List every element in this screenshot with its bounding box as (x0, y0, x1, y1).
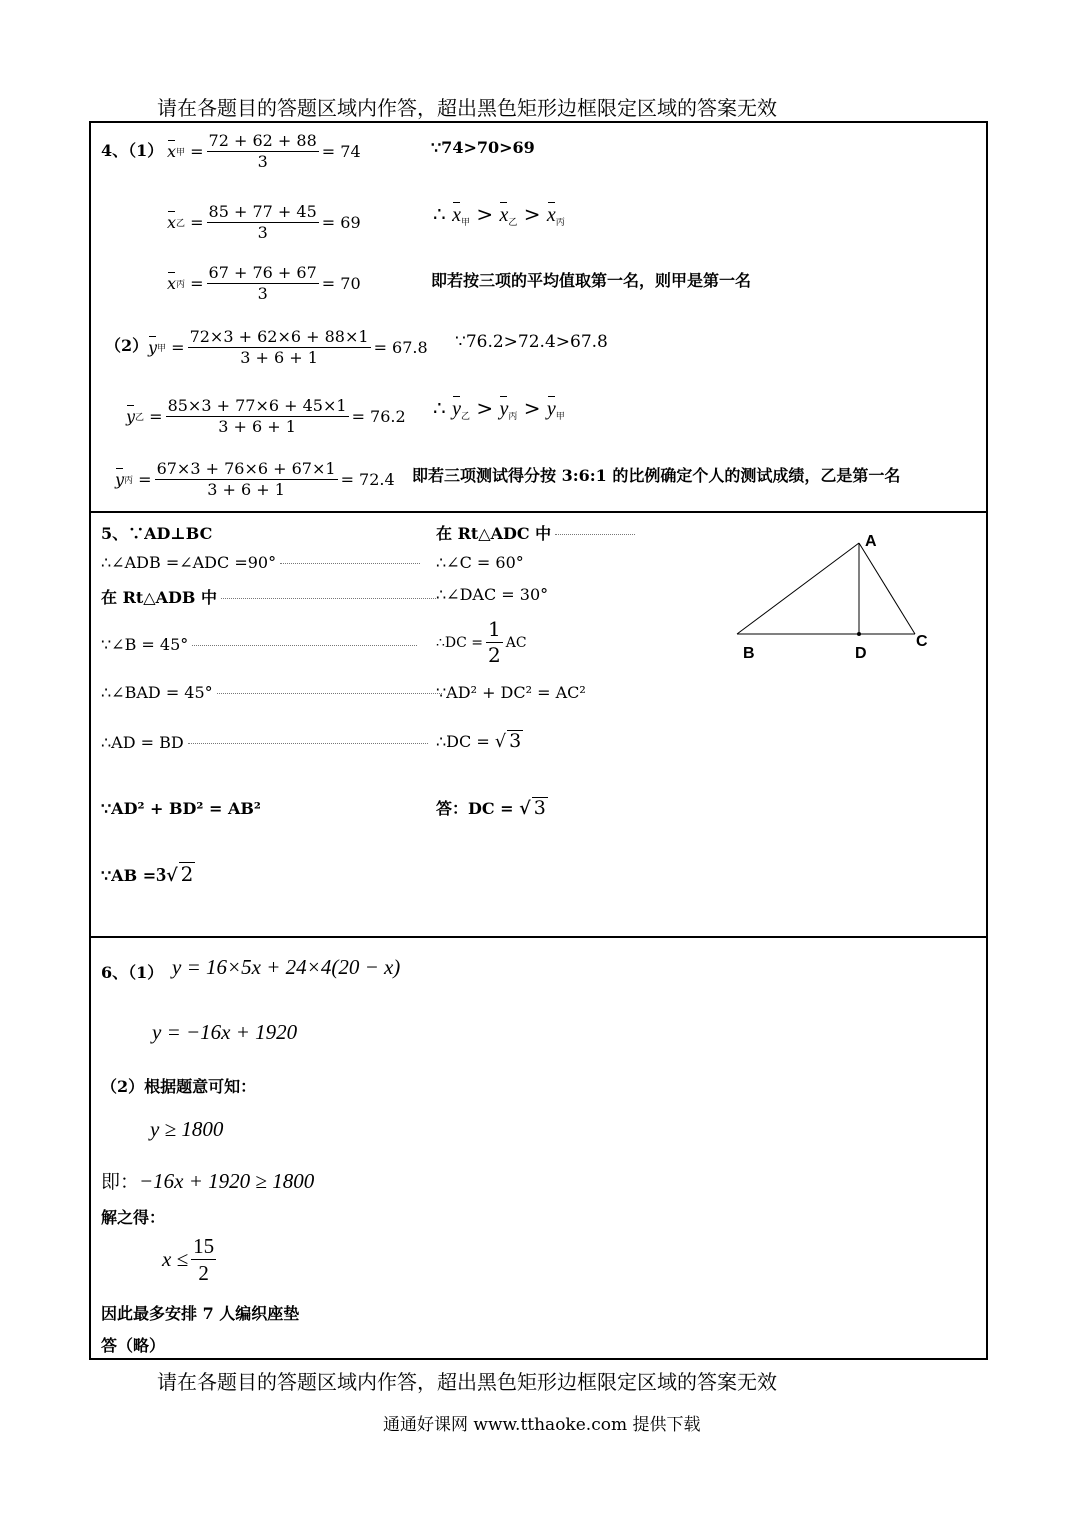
q5-line-6: ∴AD = BD (101, 733, 428, 752)
q4-conclusion-1: 即若按三项的平均值取第一名，则甲是第一名 (431, 271, 752, 290)
q6-label-part2: （2）根据题意可知： (101, 1077, 257, 1096)
q5-right-2: ∴∠C = 60° (436, 553, 524, 572)
triangle-figure (725, 528, 945, 668)
q4-compare-weighted: ∵76.2>72.4>67.8 (455, 332, 608, 352)
label-c: C (916, 633, 928, 650)
q4-weighted-bing: y 丙 = $\frac{67\times 3 + 76\times 6 + 67\times 1}{3 + 6 + 1}$ = 72.4 (115, 459, 395, 500)
q5-right-1: 在 Rt△ADC 中 (436, 521, 635, 544)
segment-ab (737, 543, 859, 634)
q5-right-5: ∵AD² + DC² = AC² (436, 683, 586, 702)
label-a: A (865, 533, 877, 550)
q6-answer-inequality: x ≤ $\frac{15}{2}$ (162, 1234, 215, 1286)
q5-answer: 答：DC = √ 3 (436, 797, 546, 819)
q4-order-weighted: ∴ $y_乙 > y_丙 > y_甲$ (433, 396, 565, 422)
label-b: B (743, 645, 755, 662)
q4-order-means: ∴ $x_甲 > x_乙 > x_丙$ (433, 202, 565, 228)
footer-source: 通通好课网 www.tthaoke.com 提供下载 (383, 1415, 701, 1435)
q5-line-4: ∵∠B = 45° (101, 635, 417, 654)
label-d: D (855, 645, 867, 662)
q4-mean-bing: x 丙 = $\frac{67 + 76 + 67}{3}$ = 70 (167, 263, 361, 304)
q5-line-7: ∵AD² + BD² = AB² (101, 799, 261, 818)
q4-weighted-yi: y 乙 = $\frac{85\times 3 + 77\times 6 + 45\times 1}{3 + 6 + 1}$ = 76.2 (126, 396, 406, 437)
q5-right-6: ∴DC = √ 3 (436, 730, 522, 752)
q6-conclusion: 因此最多安排 7 人编织座垫 (101, 1304, 300, 1323)
q6-inequality-1: y ≥ 1800 (150, 1117, 224, 1141)
q5-line-1: 5、∵AD⊥BC (101, 524, 213, 543)
q4-mean-jia: x 甲 = $\frac{72 + 62 + 88}{3}$ = 74 (167, 131, 361, 172)
q5-line-3: 在 Rt△ADB 中 (101, 585, 436, 608)
q4-label-part2: （2） (105, 336, 149, 355)
segment-ac (859, 543, 915, 634)
q6-equation-2: y = −16x + 1920 (152, 1020, 298, 1044)
q6-equation-1: y = 16×5x + 24×4(20 − x) (172, 955, 401, 979)
q6-answer: 答（略） (101, 1336, 166, 1355)
q4-label-part1: 4、（1） (101, 141, 164, 160)
q4-mean-yi: x 乙 = $\frac{85 + 77 + 45}{3}$ = 69 (167, 202, 361, 243)
q6-label-part1: 6、（1） (101, 963, 164, 982)
q6-inequality-2: 即：−16x + 1920 ≥ 1800 (101, 1169, 315, 1193)
divider-q4-q5 (89, 511, 988, 513)
q5-line-2: ∴∠ADB =∠ADC =90° (101, 553, 420, 572)
point-d (857, 632, 861, 636)
q5-right-3: ∴∠DAC = 30° (436, 585, 549, 604)
q5-line-8: ∵AB =3√ 2 (101, 862, 194, 886)
footer-notice: 请在各题目的答题区域内作答，超出黑色矩形边框限定区域的答案无效 (157, 1370, 777, 1394)
header-notice: 请在各题目的答题区域内作答，超出黑色矩形边框限定区域的答案无效 (157, 96, 777, 120)
q4-compare-means: ∵74>70>69 (431, 138, 535, 157)
divider-q5-q6 (89, 936, 988, 938)
q4-conclusion-2: 即若三项测试得分按 3:6:1 的比例确定个人的测试成绩，乙是第一名 (412, 466, 901, 485)
q5-right-4: ∴DC = $\frac{1}{2}$ AC (436, 617, 527, 667)
q4-weighted-jia: y 甲 = $\frac{72\times 3 + 62\times 6 + 88\times 1}{3 + 6 + 1}$ = 67.8 (148, 327, 428, 368)
q5-line-5: ∴∠BAD = 45° (101, 683, 442, 702)
q6-solve-label: 解之得： (101, 1208, 166, 1227)
